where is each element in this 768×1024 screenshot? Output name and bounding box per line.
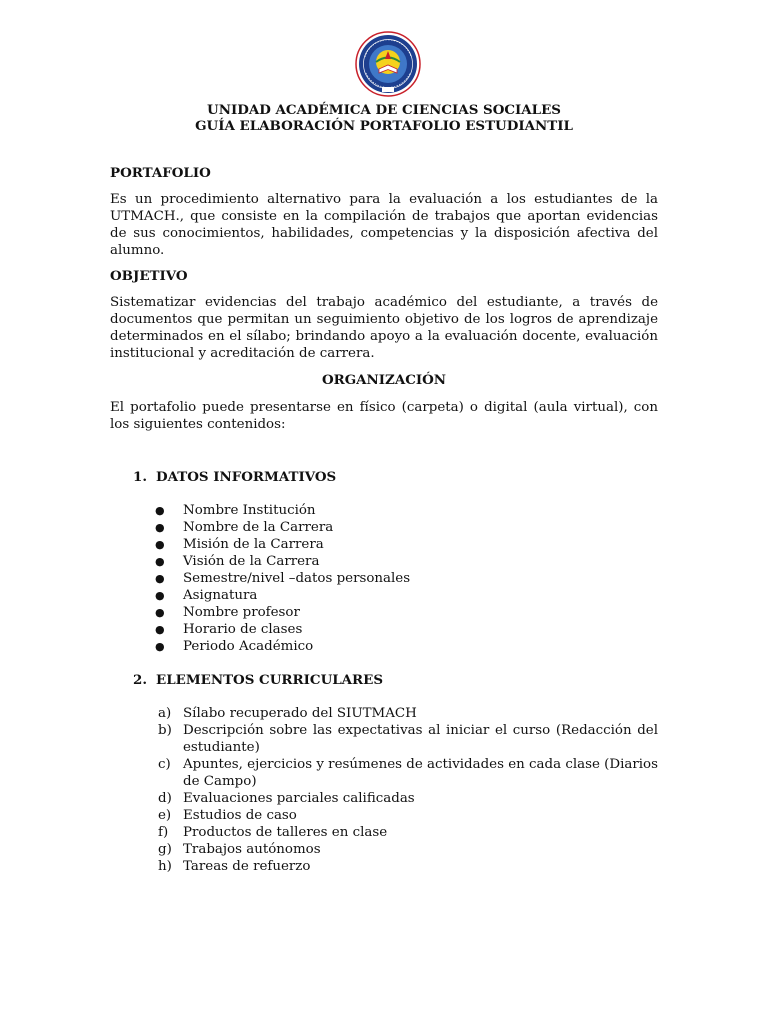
list-item: b) Descripción sobre las expectativas al iniciar el curso (Redacción del estudiante): [158, 723, 658, 755]
bullet-icon: ●: [155, 623, 165, 636]
list-item: ● Nombre de la Carrera: [155, 520, 334, 535]
header-line-1: UNIDAD ACADÉMICA DE CIENCIAS SOCIALES: [207, 102, 561, 118]
section-2-title: ELEMENTOS CURRICULARES: [156, 672, 384, 688]
list-item: ● Misión de la Carrera: [155, 537, 324, 552]
list-item: ● Nombre profesor: [155, 605, 300, 620]
list-item: ● Visión de la Carrera: [155, 554, 320, 569]
list-item: e) Estudios de caso: [158, 808, 297, 823]
bullet-icon: ●: [155, 589, 165, 602]
elementos-curriculares-list: [158, 705, 658, 875]
header-line-2: GUÍA ELABORACIÓN PORTAFOLIO ESTUDIANTIL: [195, 118, 573, 134]
paragraph-objetivo: Sistematizar evidencias del trabajo académico del estudiante, a través de documentos que permitan un seguimiento objetivo de los logros de aprendizaje determinados en el sílabo; brindando apoyo a la evaluación docente, evaluación institucional y acreditación de carrera.: [110, 295, 658, 361]
list-item: d) Evaluaciones parciales calificadas: [158, 791, 415, 806]
university-seal-icon: [355, 31, 421, 97]
paragraph-organizacion: El portafolio puede presentarse en físico (carpeta) o digital (aula virtual), con los siguientes contenidos:: [110, 400, 658, 432]
list-item: ● Nombre Institución: [155, 503, 316, 518]
section-2-heading: [133, 672, 383, 689]
list-item: a) Sílabo recuperado del SIUTMACH: [158, 706, 417, 721]
document-header: [110, 102, 658, 134]
paragraph-portafolio: Es un procedimiento alternativo para la evaluación a los estudiantes de la UTMACH., que consiste en la compilación de trabajos que aportan evidencias de sus conocimientos, habilidades, competencias y la disposición afectiva del alumno.: [110, 192, 658, 258]
heading-objetivo: OBJETIVO: [110, 268, 188, 284]
heading-portafolio: PORTAFOLIO: [110, 165, 211, 181]
bullet-icon: ●: [155, 572, 165, 585]
section-1-heading: [133, 469, 336, 486]
list-item: ● Asignatura: [155, 588, 258, 603]
list-item: c) Apuntes, ejercicios y resúmenes de actividades en cada clase (Diarios de Campo): [158, 757, 658, 789]
bullet-icon: ●: [155, 504, 165, 517]
heading-organizacion: ORGANIZACIÓN: [321, 372, 447, 388]
section-1-number: 1.: [133, 469, 147, 485]
bullet-icon: ●: [155, 640, 165, 653]
list-item: ● Semestre/nivel –datos personales: [155, 571, 411, 586]
section-1-title: DATOS INFORMATIVOS: [156, 469, 337, 485]
datos-informativos-list: [155, 502, 410, 655]
list-item: f) Productos de talleres en clase: [158, 825, 388, 840]
list-item: g) Trabajos autónomos: [158, 842, 321, 857]
list-item: ● Horario de clases: [155, 622, 303, 637]
list-item: ● Periodo Académico: [155, 639, 314, 654]
bullet-icon: ●: [155, 521, 165, 534]
bullet-icon: ●: [155, 606, 165, 619]
bullet-icon: ●: [155, 538, 165, 551]
section-2-number: 2.: [133, 672, 147, 688]
list-item: h) Tareas de refuerzo: [158, 859, 311, 874]
bullet-icon: ●: [155, 555, 165, 568]
